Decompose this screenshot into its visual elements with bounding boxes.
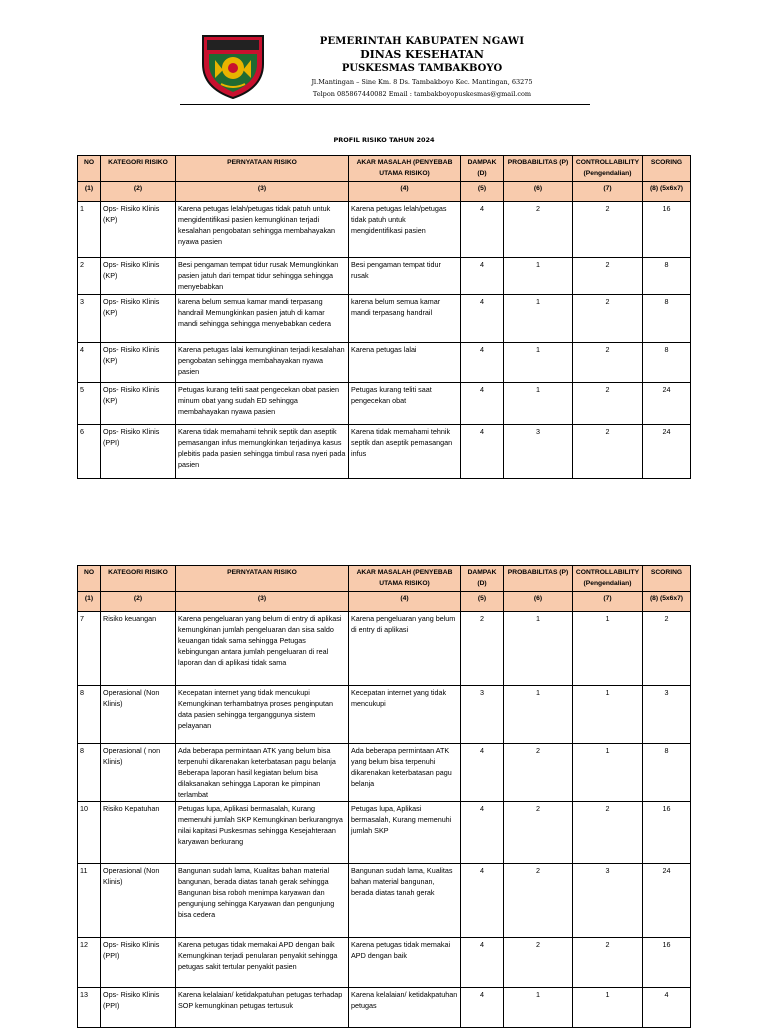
column-number-probabilitas: (6) <box>504 592 573 612</box>
cell-dampak: 3 <box>461 686 504 744</box>
cell-dampak: 2 <box>461 612 504 686</box>
cell-kategori: Risiko keuangan <box>101 612 176 686</box>
cell-no: 4 <box>78 343 101 383</box>
cell-probabilitas: 3 <box>504 425 573 479</box>
column-header-no: NO <box>78 156 101 182</box>
cell-scoring: 8 <box>643 744 691 802</box>
table-row <box>78 864 691 938</box>
cell-controllability: 3 <box>573 864 643 938</box>
column-number-probabilitas: (6) <box>504 182 573 202</box>
cell-dampak: 4 <box>461 295 504 343</box>
cell-probabilitas: 1 <box>504 988 573 1028</box>
column-header-dampak: DAMPAK (D) <box>461 566 504 592</box>
column-number-scoring: (8) (5x6x7) <box>643 592 691 612</box>
cell-pernyataan: Ada beberapa permintaan ATK yang belum bisa terpenuhi dikarenakan keterbatasan pagu belanja Beberapa laporan hasil kegiatan belum bisa dilaksanakan sehingga Laporan ke pimpinan terlambat <box>176 744 349 802</box>
ngawi-regency-emblem-icon <box>201 34 265 100</box>
cell-probabilitas: 1 <box>504 343 573 383</box>
cell-no: 8 <box>78 744 101 802</box>
cell-controllability: 1 <box>573 744 643 802</box>
table-row <box>78 802 691 864</box>
cell-controllability: 2 <box>573 202 643 258</box>
cell-no: 2 <box>78 258 101 295</box>
table-row <box>78 383 691 425</box>
column-header-scoring: SCORING <box>643 566 691 592</box>
cell-akar-masalah: Karena petugas tidak memakai APD dengan baik <box>349 938 461 988</box>
column-header-controllability: CONTROLLABILITY (Pengendalian) <box>573 566 643 592</box>
column-number-pernyataan: (3) <box>176 182 349 202</box>
cell-controllability: 2 <box>573 425 643 479</box>
cell-scoring: 24 <box>643 425 691 479</box>
table-row <box>78 612 691 686</box>
cell-dampak: 4 <box>461 802 504 864</box>
letterhead-address: Jl.Mantingan – Sine Km. 8 Ds. Tambakboyo Kec. Mantingan, 63275 <box>311 78 533 86</box>
cell-pernyataan: Karena petugas lalai kemungkinan terjadi kesalahan pengobatan sehingga membahayakan nyawa pasien <box>176 343 349 383</box>
cell-no: 12 <box>78 938 101 988</box>
column-number-akar-masalah: (4) <box>349 182 461 202</box>
table-row <box>78 258 691 295</box>
cell-akar-masalah: karena belum semua kamar mandi terpasang handrail <box>349 295 461 343</box>
cell-controllability: 1 <box>573 612 643 686</box>
cell-dampak: 4 <box>461 988 504 1028</box>
cell-controllability: 2 <box>573 938 643 988</box>
table-header-row <box>78 566 691 592</box>
table-row <box>78 295 691 343</box>
cell-no: 1 <box>78 202 101 258</box>
cell-no: 5 <box>78 383 101 425</box>
column-header-controllability: CONTROLLABILITY (Pengendalian) <box>573 156 643 182</box>
column-number-scoring: (8) (5x6x7) <box>643 182 691 202</box>
cell-scoring: 3 <box>643 686 691 744</box>
letterhead-agency: DINAS KESEHATAN <box>360 48 484 61</box>
cell-scoring: 8 <box>643 343 691 383</box>
cell-akar-masalah: Karena tidak memahami tehnik septik dan aseptik pemasangan infus <box>349 425 461 479</box>
cell-probabilitas: 1 <box>504 612 573 686</box>
cell-scoring: 8 <box>643 258 691 295</box>
cell-kategori: Ops- Risiko Klinis (KP) <box>101 258 176 295</box>
column-header-kategori: KATEGORI RISIKO <box>101 156 176 182</box>
cell-scoring: 4 <box>643 988 691 1028</box>
letterhead-facility: PUSKESMAS TAMBAKBOYO <box>341 63 503 74</box>
table-row <box>78 425 691 479</box>
cell-controllability: 2 <box>573 258 643 295</box>
cell-akar-masalah: Karena petugas lelah/petugas tidak patuh untuk mengidentifikasi pasien <box>349 202 461 258</box>
cell-akar-masalah: Karena pengeluaran yang belum di entry di aplikasi <box>349 612 461 686</box>
column-header-probabilitas: PROBABILITAS (P) <box>504 566 573 592</box>
cell-dampak: 4 <box>461 383 504 425</box>
column-number-row <box>78 182 691 202</box>
letterhead-divider <box>180 104 590 105</box>
cell-no: 7 <box>78 612 101 686</box>
cell-dampak: 4 <box>461 744 504 802</box>
cell-pernyataan: Besi pengaman tempat tidur rusak Memungkinkan pasien jatuh dari tempat tidur sehingga sehingga menyebabkan <box>176 258 349 295</box>
cell-controllability: 2 <box>573 295 643 343</box>
column-number-akar-masalah: (4) <box>349 592 461 612</box>
column-number-kategori: (2) <box>101 182 176 202</box>
cell-controllability: 2 <box>573 802 643 864</box>
cell-pernyataan: Karena tidak memahami tehnik septik dan aseptik pemasangan infus memungkinkan terjadinya kasus plebitis pada pasien sehingga timbul rasa nyeri pada pasien <box>176 425 349 479</box>
column-header-pernyataan: PERNYATAAN RISIKO <box>176 566 349 592</box>
cell-kategori: Ops- Risiko Klinis (KP) <box>101 383 176 425</box>
table-row <box>78 343 691 383</box>
column-number-controllability: (7) <box>573 182 643 202</box>
column-number-dampak: (5) <box>461 592 504 612</box>
cell-no: 3 <box>78 295 101 343</box>
cell-pernyataan: karena belum semua kamar mandi terpasang handrail Memungkinkan pasien jatuh di kamar mandi sehingga sehingga menyebabkan cedera <box>176 295 349 343</box>
cell-dampak: 4 <box>461 938 504 988</box>
cell-probabilitas: 2 <box>504 802 573 864</box>
cell-no: 10 <box>78 802 101 864</box>
table-row <box>78 988 691 1028</box>
column-header-scoring: SCORING <box>643 156 691 182</box>
column-number-no: (1) <box>78 182 101 202</box>
cell-akar-masalah: Petugas kurang teliti saat pengecekan obat <box>349 383 461 425</box>
risk-profile-table-1 <box>77 155 691 479</box>
letterhead-government: PEMERINTAH KABUPATEN NGAWI <box>319 36 525 47</box>
cell-dampak: 4 <box>461 864 504 938</box>
cell-probabilitas: 1 <box>504 295 573 343</box>
cell-kategori: Ops- Risiko Klinis (KP) <box>101 202 176 258</box>
cell-akar-masalah: Kecepatan internet yang tidak mencukupi <box>349 686 461 744</box>
column-header-kategori: KATEGORI RISIKO <box>101 566 176 592</box>
cell-controllability: 1 <box>573 686 643 744</box>
risk-profile-table-2 <box>77 565 691 1028</box>
letterhead <box>0 0 768 110</box>
cell-pernyataan: Karena petugas tidak memakai APD dengan baik Kemungkinan terjadi penularan penyakit sehingga petugas sakit tertular penyakit pasien <box>176 938 349 988</box>
cell-scoring: 16 <box>643 202 691 258</box>
cell-probabilitas: 2 <box>504 744 573 802</box>
cell-dampak: 4 <box>461 343 504 383</box>
cell-kategori: Ops- Risiko Klinis (PPI) <box>101 988 176 1028</box>
cell-kategori: Risiko Kepatuhan <box>101 802 176 864</box>
cell-no: 8 <box>78 686 101 744</box>
cell-scoring: 16 <box>643 938 691 988</box>
cell-probabilitas: 1 <box>504 383 573 425</box>
column-number-controllability: (7) <box>573 592 643 612</box>
table-row <box>78 686 691 744</box>
cell-pernyataan: Petugas lupa, Aplikasi bermasalah, Kurang memenuhi jumlah SKP Kemungkinan berkurangnya nilai kapitasi Puskesmas sehingga Kesejahteraan karyawan berkurang <box>176 802 349 864</box>
column-header-pernyataan: PERNYATAAN RISIKO <box>176 156 349 182</box>
cell-kategori: Operasional (Non Klinis) <box>101 686 176 744</box>
cell-no: 13 <box>78 988 101 1028</box>
cell-akar-masalah: Karena kelalaian/ ketidakpatuhan petugas <box>349 988 461 1028</box>
cell-dampak: 4 <box>461 258 504 295</box>
cell-probabilitas: 2 <box>504 938 573 988</box>
cell-scoring: 8 <box>643 295 691 343</box>
column-number-dampak: (5) <box>461 182 504 202</box>
letterhead-contact: Telpon 085867440082 Email : tambakboyopuskesmas@gmail.com <box>312 90 532 98</box>
column-number-no: (1) <box>78 592 101 612</box>
cell-probabilitas: 2 <box>504 864 573 938</box>
table-row <box>78 744 691 802</box>
table-row <box>78 202 691 258</box>
column-number-row <box>78 592 691 612</box>
cell-pernyataan: Karena pengeluaran yang belum di entry di aplikasi kemungkinan jumlah pengeluaran dan sisa saldo keuangan tidak sama sehingga Petugas kebingungan antara jumlah pengeluaran di real laporan dan di aplikasi tidak sama <box>176 612 349 686</box>
cell-no: 11 <box>78 864 101 938</box>
cell-kategori: Ops- Risiko Klinis (PPI) <box>101 938 176 988</box>
cell-probabilitas: 1 <box>504 258 573 295</box>
cell-pernyataan: Karena petugas lelah/petugas tidak patuh untuk mengidentifikasi pasien kemungkinan terjadi kesalahan pengobatan sehingga membahayakan nyawa pasien <box>176 202 349 258</box>
cell-akar-masalah: Besi pengaman tempat tidur rusak <box>349 258 461 295</box>
cell-kategori: Operasional ( non Klinis) <box>101 744 176 802</box>
cell-scoring: 24 <box>643 383 691 425</box>
cell-pernyataan: Petugas kurang teliti saat pengecekan obat pasien minum obat yang sudah ED sehingga membahayakan nyawa pasien <box>176 383 349 425</box>
cell-dampak: 4 <box>461 425 504 479</box>
cell-akar-masalah: Bangunan sudah lama, Kualitas bahan material bangunan, berada diatas tanah gerak <box>349 864 461 938</box>
column-header-akar-masalah: AKAR MASALAH (PENYEBAB UTAMA RISIKO) <box>349 566 461 592</box>
cell-kategori: Operasional (Non Klinis) <box>101 864 176 938</box>
column-header-no: NO <box>78 566 101 592</box>
table-row <box>78 938 691 988</box>
cell-akar-masalah: Karena petugas lalai <box>349 343 461 383</box>
column-number-pernyataan: (3) <box>176 592 349 612</box>
cell-controllability: 2 <box>573 383 643 425</box>
cell-akar-masalah: Ada beberapa permintaan ATK yang belum bisa terpenuhi dikarenakan keterbatasan pagu belanja <box>349 744 461 802</box>
column-header-akar-masalah: AKAR MASALAH (PENYEBAB UTAMA RISIKO) <box>349 156 461 182</box>
cell-pernyataan: Karena kelalaian/ ketidakpatuhan petugas terhadap SOP kemungkinan petugas tertusuk <box>176 988 349 1028</box>
cell-dampak: 4 <box>461 202 504 258</box>
table-header-row <box>78 156 691 182</box>
cell-scoring: 16 <box>643 802 691 864</box>
cell-scoring: 2 <box>643 612 691 686</box>
column-number-kategori: (2) <box>101 592 176 612</box>
column-header-probabilitas: PROBABILITAS (P) <box>504 156 573 182</box>
cell-kategori: Ops- Risiko Klinis (KP) <box>101 343 176 383</box>
cell-controllability: 2 <box>573 343 643 383</box>
cell-pernyataan: Bangunan sudah lama, Kualitas bahan material bangunan, berada diatas tanah gerak sehingga Bangunan bisa roboh menimpa karyawan dan pengunjung sehingga Karyawan dan pengunjung bisa cedera <box>176 864 349 938</box>
cell-scoring: 24 <box>643 864 691 938</box>
cell-probabilitas: 1 <box>504 686 573 744</box>
cell-no: 6 <box>78 425 101 479</box>
cell-akar-masalah: Petugas lupa, Aplikasi bermasalah, Kurang memenuhi jumlah SKP <box>349 802 461 864</box>
cell-controllability: 1 <box>573 988 643 1028</box>
document-title: PROFIL RISIKO TAHUN 2024 <box>333 136 435 144</box>
cell-probabilitas: 2 <box>504 202 573 258</box>
cell-kategori: Ops- Risiko Klinis (PPI) <box>101 425 176 479</box>
cell-kategori: Ops- Risiko Klinis (KP) <box>101 295 176 343</box>
column-header-dampak: DAMPAK (D) <box>461 156 504 182</box>
cell-pernyataan: Kecepatan internet yang tidak mencukupi Kemungkinan terhambatnya proses penginputan data pasien sehingga terganggunya sistem pelayanan <box>176 686 349 744</box>
